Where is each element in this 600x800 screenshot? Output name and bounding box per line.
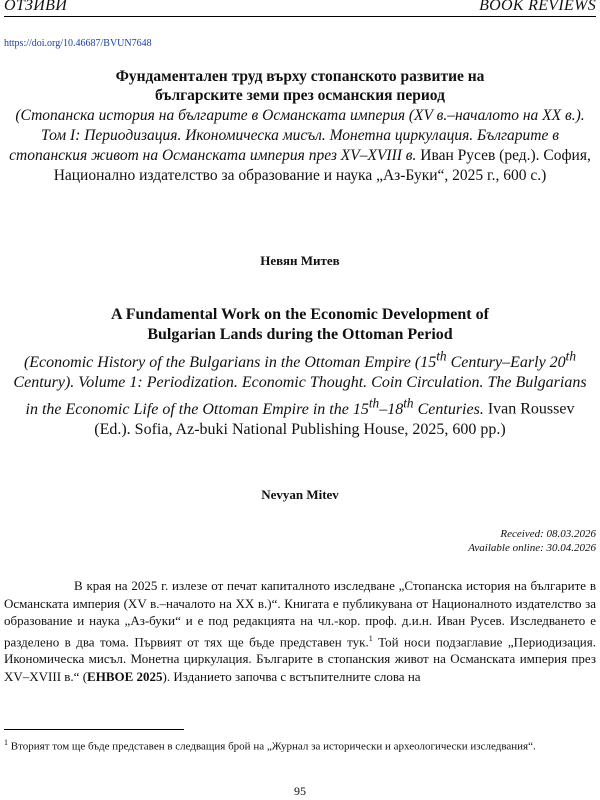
body-text-part: В края на 2025 г. излезе от печат капиталното изследване „Стопанска история на българите в Османската империя (XV в.–началото на XX в.)“. Книгата е публикувана от Националното издателство за образование и наука „Аз-буки“ и е под редакцията на чл.-кор. проф. д.и.н. Иван Русев. Изследването е разделено в два тома. Първият от тях ще бъде представен тук. (4, 578, 596, 649)
section-label: ОТЗИВИ (4, 0, 68, 14)
body-text-part: Той носи подзаглавие „Периодизация. Икономическа мисъл. Монетна циркулация. Българите в стопанския живот на Османската империя през XV–XVIII в.“ ( (4, 633, 596, 684)
footnote-reference[interactable]: 1 (368, 633, 373, 643)
bulgarian-publication-info: Иван Русев (ред.). София, Национално издателство за образование и наука „Аз-Буки“, 2025 г., 600 с.) (53, 147, 591, 184)
english-title-line1: A Fundamental Work on the Economic Development of (111, 306, 489, 323)
journal-section-label: BOOK REVIEWS (479, 0, 596, 14)
bulgarian-title-line2: българските земи през османския период (155, 87, 445, 104)
body-text-part: ). Изданието започва с встъпителните слова на (162, 668, 421, 684)
bulgarian-title (0, 67, 600, 105)
citation-bold: ЕНВОЕ 2025 (87, 668, 163, 684)
doi-link[interactable]: https://doi.org/10.46687/BVUN7648 (4, 38, 152, 49)
page-number: 95 (294, 784, 306, 798)
bulgarian-book-title: (Стопанска история на българите в Османската империя (XV в.–началото на XX в.). Том I: Периодизация. Икономическа мисъл. Монетна циркулация. Българите в стопанския живот на Османската империя през XV–XVIII в. (9, 107, 585, 164)
ordinal-suffix: th (368, 395, 380, 411)
available-online-date: Available online: 30.04.2026 (468, 542, 596, 554)
bulgarian-author: Невян Митев (260, 253, 340, 268)
footnote (4, 735, 596, 755)
english-title-line2: Bulgarian Lands during the Ottoman Period (147, 326, 453, 343)
english-title (0, 305, 600, 345)
ordinal-suffix: th (565, 349, 577, 364)
ordinal-suffix: th (403, 395, 414, 411)
english-title-part: Century–Early 20 (446, 354, 566, 372)
footnote-text: Вторият том ще бъде представен в следващия брой на „Журнал за исторически и археологически изследвания“. (8, 740, 536, 753)
running-header (4, 0, 596, 17)
ordinal-suffix: th (436, 349, 447, 364)
footnote-mark: 1 (4, 738, 8, 747)
english-title-part: –18 (379, 400, 404, 418)
body-paragraph (4, 577, 596, 685)
english-book-description (0, 347, 600, 440)
english-author: Nevyan Mitev (261, 487, 339, 502)
bulgarian-title-line1: Фундаментален труд върху стопанското развитие на (115, 68, 485, 85)
english-title-part: Centuries. (413, 400, 484, 418)
english-publication-info: Ivan Roussev (Ed.). Sofia, Az-buki National Publishing House, 2025, 600 pp.) (94, 400, 575, 438)
received-date: Received: 08.03.2026 (500, 528, 596, 540)
bulgarian-book-description (0, 106, 600, 186)
english-title-part: (Economic History of the Bulgarians in the Ottoman Empire (15 (23, 354, 437, 372)
english-title-part: Century). Volume 1: Periodization. Economic Thought. Coin Circulation. The Bulgarians in the Economic Life of the Ottoman Empire in the 15 (13, 374, 587, 418)
footnote-separator (4, 729, 184, 730)
publication-dates (468, 527, 596, 555)
